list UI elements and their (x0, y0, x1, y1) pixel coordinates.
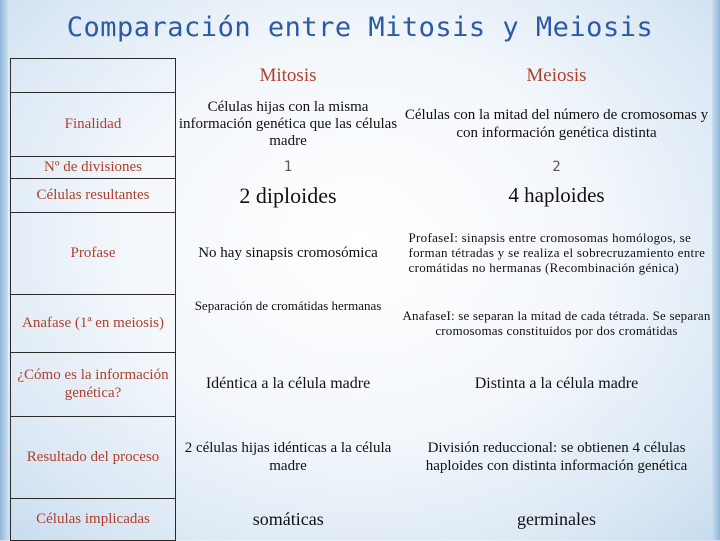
cell-meiosis-implicadas: germinales (517, 509, 596, 530)
header-meiosis: Meiosis (526, 64, 587, 86)
table-row (11, 499, 713, 541)
cell-meiosis-divisiones: 2 (552, 159, 561, 176)
cell-meiosis-anafase: AnafaseI: se separan la mitad de cada tétrada. Se separan cromosomas constituidos por dos cromátidas (402, 307, 711, 338)
row-label-informacion: ¿Cómo es la información genética? (11, 353, 176, 417)
header-mitosis: Mitosis (259, 64, 317, 86)
row-label-anafase: Anafase (1ª en meiosis) (11, 295, 176, 353)
cell-mitosis-divisiones: 1 (283, 159, 293, 176)
left-frame-border (0, 0, 8, 540)
row-label-profase: Profase (11, 213, 176, 295)
header-empty-cell (11, 59, 176, 93)
table-row (11, 213, 713, 295)
table-row (11, 93, 713, 157)
table-header-row (11, 59, 713, 93)
table-row (11, 157, 713, 179)
cell-meiosis-informacion: Distinta a la célula madre (474, 375, 639, 393)
cell-mitosis-anafase: Separación de cromátidas hermanas (194, 297, 382, 313)
cell-mitosis-finalidad: Células hijas con la misma información genética que las células madre (178, 98, 398, 150)
cell-meiosis-finalidad: Células con la mitad del número de cromosomas y con información genética distinta (404, 107, 709, 141)
slide-title: Comparación entre Mitosis y Meiosis (66, 12, 654, 43)
row-label-finalidad: Finalidad (11, 93, 176, 157)
row-label-resultado: Resultado del proceso (11, 417, 176, 499)
table-row (11, 295, 713, 353)
cell-mitosis-resultado: 2 células hijas idénticas a la célula madre (184, 440, 392, 474)
table-row (11, 417, 713, 499)
cell-mitosis-resultantes: 2 diploides (239, 182, 337, 208)
table-row (11, 179, 713, 213)
cell-meiosis-resultado: División reduccional: se obtienen 4 células haploides con distinta información genética (425, 440, 688, 474)
cell-meiosis-profase: ProfaseI: sinapsis entre cromosomas homólogos, se forman tétradas y se realiza el sobrecruzamiento entre cromátidas no hermanas (Recombinación génica) (408, 230, 706, 275)
cell-mitosis-profase: No hay sinapsis cromosómica (198, 244, 378, 261)
row-label-resultantes: Células resultantes (11, 179, 176, 213)
cell-meiosis-resultantes: 4 haploides (508, 183, 605, 208)
row-label-implicadas: Células implicadas (11, 499, 176, 541)
table-row (11, 353, 713, 417)
row-label-divisiones: Nº de divisiones (11, 157, 176, 179)
cell-mitosis-informacion: Idéntica a la célula madre (205, 375, 371, 393)
right-frame-border (712, 0, 720, 540)
cell-mitosis-implicadas: somáticas (252, 509, 324, 530)
comparison-table (10, 58, 713, 541)
